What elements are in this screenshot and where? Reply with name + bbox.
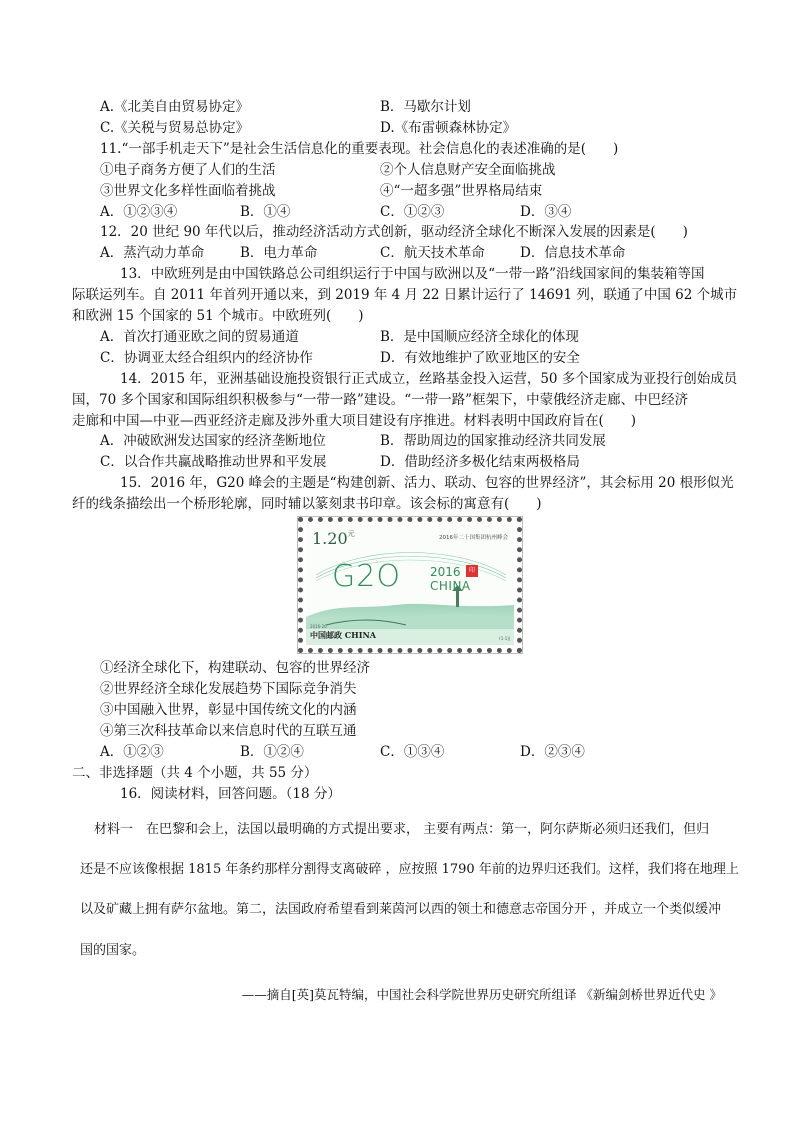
q11-item-1: ①电子商务方便了人们的生活 xyxy=(100,162,276,178)
g20-logo-year: 2016 xyxy=(430,565,461,579)
q10-option-b: B．马歇尔计划 xyxy=(380,99,471,115)
q13-stem-2: 际联运列车。自 2011 年首列开通以来，到 2019 年 4 月 22 日累计运行了 14691 列，联通了中国 62 个城市 xyxy=(72,287,738,303)
passage-line-4: 国的国家。 xyxy=(80,943,146,958)
q11-stem: 11.“一部手机走天下”是社会生活信息化的重要表现。社会信息化的表述准确的是( ) xyxy=(100,141,619,157)
q13-stem-3: 和欧洲 15 个国家的 51 个城市。中欧班列( ) xyxy=(72,308,364,324)
q14-option-d: D．借助经济多极化结束两极格局 xyxy=(380,454,580,470)
q11-option-d: D．③④ xyxy=(520,204,572,220)
q15-item-3: ③中国融入世界，彰显中国传统文化的内涵 xyxy=(100,702,357,718)
q15-stem-2: 纤的线条描绘出一个桥形轮廓，同时辅以篆刻隶书印章。该会标的寓意有( ) xyxy=(72,496,542,512)
q15-item-4: ④第三次科技革命以来信息时代的互联互通 xyxy=(100,723,357,739)
q15-item-1: ①经济全球化下，构建联动、包容的世界经济 xyxy=(100,660,370,676)
q14-option-a: A．冲破欧洲发达国家的经济垄断地位 xyxy=(100,433,326,449)
q12-option-b: B．电力革命 xyxy=(240,245,318,261)
g20-logo-china: CHINA xyxy=(430,579,471,593)
q11-option-b: B．①④ xyxy=(240,204,291,220)
q12-stem: 12．20 世纪 90 年代以后，推动经济活动方式创新，驱动经济全球化不断深入发展的因素是( ) xyxy=(100,224,688,240)
q14-stem-1: 14．2015 年，亚洲基础设施投资银行正式成立，丝路基金投入运营，50 多个国家成为亚投行创始成员 xyxy=(120,371,738,387)
q10-option-a: A.《北美自由贸易协定》 xyxy=(100,99,250,115)
q13-option-a: A．首次打通亚欧之间的贸易通道 xyxy=(100,329,299,345)
stamp-face-value: $1.20^元$ xyxy=(312,529,355,548)
stamp-face xyxy=(306,525,514,645)
q14-stem-2: 国，70 多个国家和国际组织积极参与“一带一路”建设。“一带一路”框架下，中蒙俄经济走廊、中巴经济 xyxy=(72,392,689,408)
q15-stem-1: 15．2016 年，G20 峰会的主题是“构建创新、活力、联动、包容的世界经济”，其会标用 20 根形似光 xyxy=(120,475,734,491)
q11-option-c: C．①②③ xyxy=(380,204,445,220)
g20-stamp-image xyxy=(298,517,522,653)
passage-line-2: 还是不应该像根据 1815 年条约那样分割得支离破碎 ，应按照 1790 年前的边界归还我们。这样，我们将在地理上 xyxy=(80,862,739,877)
q15-option-c: C．①③④ xyxy=(380,744,445,760)
stamp-serial: 2016-26 xyxy=(310,624,327,629)
q11-item-4: ④“一超多强”世界格局结束 xyxy=(380,183,543,199)
g20-seal-icon: 印 xyxy=(466,565,478,577)
q11-item-3: ③世界文化多样性面临着挑战 xyxy=(100,183,276,199)
stamp-code: (1-1)J xyxy=(499,636,510,641)
q13-option-c: C．协调亚太经合组织内的经济协作 xyxy=(100,350,313,366)
q12-option-a: A．蒸汽动力革命 xyxy=(100,245,205,261)
q12-option-c: C．航天技术革命 xyxy=(380,245,485,261)
stamp-title: 2016年二十国集团杭州峰会 xyxy=(439,535,508,541)
q10-option-d: D.《布雷顿森林协定》 xyxy=(380,120,517,136)
g20-logo-text: G2O xyxy=(332,559,401,594)
passage-line-1: 材料一 在巴黎和会上，法国以最明确的方式提出要求， 主要有两点：第一，阿尔萨斯必须归还我们，但归 xyxy=(94,822,710,837)
q14-stem-3: 走廊和中国—中亚—西亚经济走廊及涉外重大项目建设有序推进。材料表明中国政府旨在( ) xyxy=(72,413,637,429)
q15-option-a: A．①②③ xyxy=(100,744,164,760)
stamp-postal-mark: 中国邮政 CHINA xyxy=(310,630,376,640)
q14-option-c: C．以合作共赢战略推动世界和平发展 xyxy=(100,454,327,470)
q15-option-b: B．①②④ xyxy=(240,744,304,760)
q16-stem: 16．阅读材料，回答问题。（18 分） xyxy=(120,786,341,802)
q15-item-2: ②世界经济全球化发展趋势下国际竞争消失 xyxy=(100,681,357,697)
q13-option-b: B．是中国顺应经济全球化的体现 xyxy=(380,329,579,345)
q11-option-a: A．①②③④ xyxy=(100,204,178,220)
q14-option-b: B．帮助周边的国家推动经济共同发展 xyxy=(380,433,606,449)
section-heading: 二、非选择题（共 4 个小题，共 55 分） xyxy=(72,765,318,781)
q13-stem-1: 13．中欧班列是由中国铁路总公司组织运行于中国与欧洲以及“一带一路”沿线国家间的集装箱等国 xyxy=(120,266,705,282)
q12-option-d: D．信息技术革命 xyxy=(520,245,626,261)
q13-option-d: D．有效地维护了欧亚地区的安全 xyxy=(380,350,580,366)
passage-line-3: 以及矿藏上拥有萨尔盆地。第二，法国政府希望看到莱茵河以西的领土和德意志帝国分开 ，并成立一个类似缓冲 xyxy=(80,902,722,917)
q10-option-c: C.《关税与贸易总协定》 xyxy=(100,120,250,136)
passage-source-citation: ——摘自[英]莫瓦特编，中国社会科学院世界历史研究所组译 《新编剑桥世界近代史 》 xyxy=(241,987,722,1002)
q15-option-d: D．②③④ xyxy=(520,744,585,760)
q11-item-2: ②个人信息财产安全面临挑战 xyxy=(380,162,556,178)
